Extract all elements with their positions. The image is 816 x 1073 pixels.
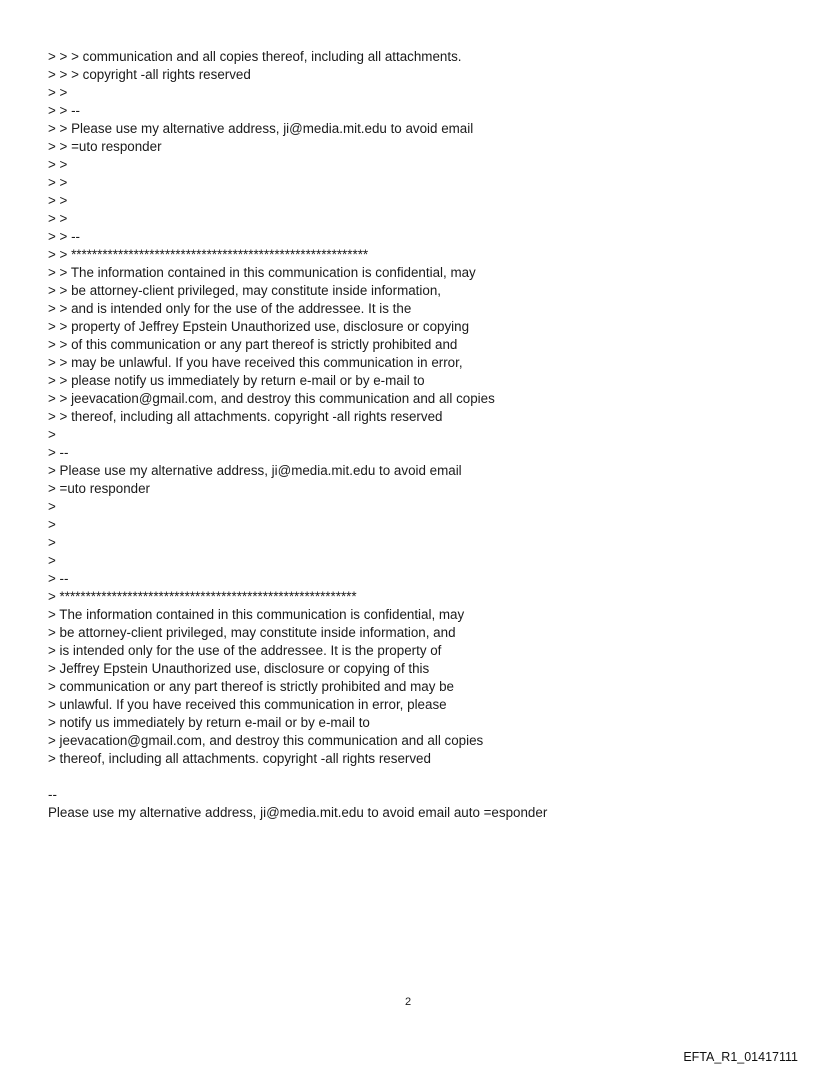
text-line: > > =uto responder (48, 139, 162, 154)
text-line: > > -- (48, 229, 80, 244)
text-line: > (48, 427, 56, 442)
text-line: > Please use my alternative address, ji@media.mit.edu to avoid email (48, 463, 462, 478)
text-line: > > and is intended only for the use of the addressee. It is the (48, 301, 412, 316)
text-line: > > thereof, including all attachments. copyright -all rights reserved (48, 409, 443, 424)
text-line: > -- (48, 571, 69, 586)
page-number: 2 (404, 996, 412, 1008)
text-line: > jeevacation@gmail.com, and destroy this communication and all copies (48, 733, 484, 748)
text-line: > > (48, 85, 68, 100)
text-line: > > (48, 193, 68, 208)
email-body (48, 48, 788, 822)
text-line: > > Please use my alternative address, ji@media.mit.edu to avoid email (48, 121, 474, 136)
text-line: > (48, 553, 56, 568)
text-line: > (48, 499, 56, 514)
document-id: EFTA_R1_01417111 (683, 1050, 798, 1064)
text-line: > > may be unlawful. If you have received this communication in error, (48, 355, 463, 370)
text-line: > Jeffrey Epstein Unauthorized use, disclosure or copying of this (48, 661, 430, 676)
text-line: > unlawful. If you have received this communication in error, please (48, 697, 447, 712)
text-line: Please use my alternative address, ji@media.mit.edu to avoid email auto =esponder (48, 805, 548, 820)
text-line: > > jeevacation@gmail.com, and destroy this communication and all copies (48, 391, 495, 406)
text-line: > > (48, 211, 68, 226)
text-line: > ********************************************************* (48, 589, 357, 604)
text-line: > be attorney-client privileged, may constitute inside information, and (48, 625, 456, 640)
text-line: > > -- (48, 103, 80, 118)
text-line: > thereof, including all attachments. copyright -all rights reserved (48, 751, 431, 766)
text-line: > is intended only for the use of the addressee. It is the property of (48, 643, 442, 658)
text-line: > =uto responder (48, 481, 150, 496)
text-line: > > (48, 157, 68, 172)
text-line: > The information contained in this communication is confidential, may (48, 607, 465, 622)
text-line: > > > communication and all copies thereof, including all attachments. (48, 49, 462, 64)
text-line: > notify us immediately by return e-mail or by e-mail to (48, 715, 370, 730)
text-line: > > property of Jeffrey Epstein Unauthorized use, disclosure or copying (48, 319, 470, 334)
text-line: > > of this communication or any part thereof is strictly prohibited and (48, 337, 458, 352)
text-line: > > The information contained in this communication is confidential, may (48, 265, 476, 280)
text-line: > > be attorney-client privileged, may constitute inside information, (48, 283, 441, 298)
text-line: > communication or any part thereof is strictly prohibited and may be (48, 679, 455, 694)
text-line: -- (48, 787, 57, 802)
text-line: > > > copyright -all rights reserved (48, 67, 251, 82)
text-line (48, 768, 788, 786)
text-line: > (48, 535, 56, 550)
text-line: > (48, 517, 56, 532)
text-line: > > please notify us immediately by return e-mail or by e-mail to (48, 373, 425, 388)
text-line: > -- (48, 445, 69, 460)
text-line: > > (48, 175, 68, 190)
text-line: > > ********************************************************* (48, 247, 369, 262)
